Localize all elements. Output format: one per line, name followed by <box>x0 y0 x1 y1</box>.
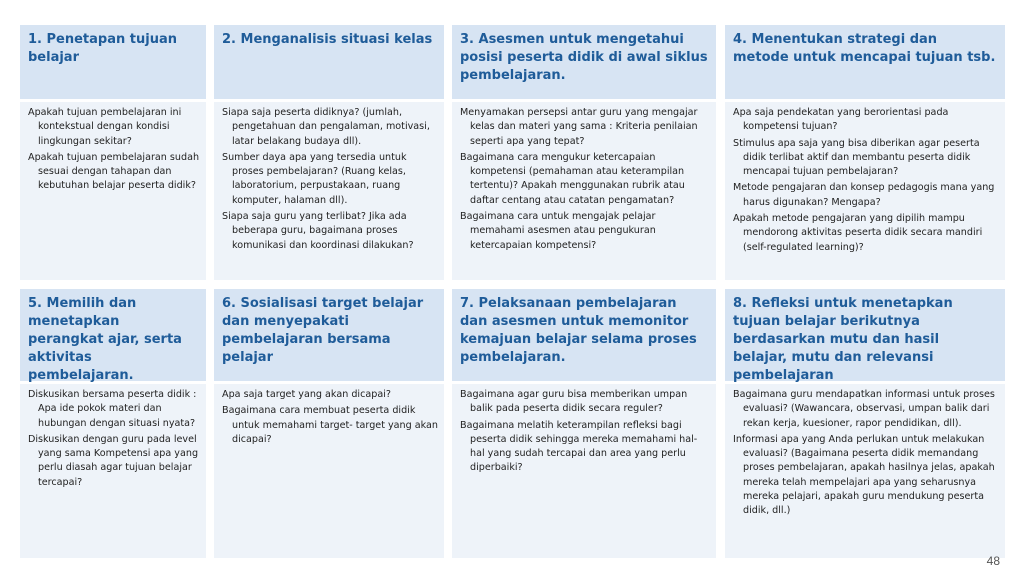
step-card-7-question: Bagaimana melatih keterampilan refleksi bagi peserta didik sehingga mereka memahami hal-hal yang sudah tercapai dan area yang perlu diperbaiki? <box>460 419 698 474</box>
step-card-4-question: Metode pengajaran dan konsep pedagogis mana yang harus digunakan? Mengapa? <box>733 182 995 208</box>
step-card-6-question: Bagaimana cara membuat peserta didik untuk memahami target- target yang akan dicapai? <box>222 405 439 445</box>
step-card-2-body <box>214 102 444 280</box>
step-card-4-body <box>725 102 1005 280</box>
step-card-6-header <box>214 289 444 381</box>
step-card-3-question: Bagaimana cara mengukur ketercapaian kompetensi (pemahaman atau keterampilan tertentu)? Apakah menggunakan rubrik atau daftar centang atau catatan pengamatan? <box>460 151 685 206</box>
step-card-3-body <box>452 102 716 280</box>
step-card-1-header <box>20 25 206 99</box>
step-card-1-body <box>20 102 206 280</box>
step-card-8-question: Bagaimana guru mendapatkan informasi untuk proses evaluasi? (Wawancara, observasi, umpan balik dari rekan kerja, kuesioner, rapor pendidikan, dll). <box>733 389 995 429</box>
step-card-4-question: Stimulus apa saja yang bisa diberikan agar peserta didik terlibat aktif dan membantu peserta didik mencapai tujuan pembelajaran? <box>733 137 980 178</box>
step-card-5-header <box>20 289 206 381</box>
step-card-6-title: 6. Sosialisasi target belajar dan menyepakati pembelajaran bersama pelajar <box>222 296 424 365</box>
step-card-5-body <box>20 384 206 558</box>
step-card-1-question: Apakah tujuan pembelajaran ini kontekstual dengan kondisi lingkungan sekitar? <box>28 107 182 147</box>
step-card-5-question: Diskusikan dengan guru pada level yang sama Kompetensi apa yang perlu diasah agar tujuan belajar tercapai? <box>28 433 199 488</box>
step-card-3-header <box>452 25 716 99</box>
step-card-7-title: 7. Pelaksanaan pembelajaran dan asesmen untuk memonitor kemajuan belajar selama proses pembelajaran. <box>460 296 697 365</box>
step-card-7-question: Bagaimana agar guru bisa memberikan umpan balik pada peserta didik secara reguler? <box>460 389 688 415</box>
step-card-5-question: Diskusikan bersama peserta didik : Apa ide pokok materi dan hubungan dengan situasi nyata? <box>28 389 197 429</box>
step-card-3-question: Menyamakan persepsi antar guru yang mengajar kelas dan materi yang sama : Kriteria penilaian seperti apa yang tepat? <box>460 107 698 147</box>
step-card-2-question: Sumber daya apa yang tersedia untuk proses pembelajaran? (Ruang kelas, laboratorium, perpustakaan, ruang komputer, halaman dll). <box>222 151 407 206</box>
step-card-4-question: Apakah metode pengajaran yang dipilih mampu mendorong aktivitas peserta didik secara mandiri (self-regulated learning)? <box>733 213 983 253</box>
step-card-6-question: Apa saja target yang akan dicapai? <box>222 389 391 400</box>
step-card-2-question: Siapa saja guru yang terlibat? Jika ada beberapa guru, bagaimana proses komunikasi dan koordinasi dilakukan? <box>222 211 414 251</box>
step-card-4-title: 4. Menentukan strategi dan metode untuk mencapai tujuan tsb. <box>733 32 996 65</box>
step-card-1-title: 1. Penetapan tujuan belajar <box>28 32 177 65</box>
step-card-6-body <box>214 384 444 558</box>
step-card-2-title: 2. Menganalisis situasi kelas <box>222 32 433 47</box>
step-card-7-body <box>452 384 716 558</box>
step-card-8-question: Informasi apa yang Anda perlukan untuk melakukan evaluasi? (Bagaimana peserta didik memandang proses pembelajaran, apakah hasilnya jelas, apakah mereka telah mempelajari apa yang seharusnya mereka pelajari, apakah guru mendukung peserta didik, dll.) <box>733 433 995 517</box>
step-card-1-question: Apakah tujuan pembelajaran sudah sesuai dengan tahapan dan kebutuhan belajar peserta didik? <box>28 151 200 192</box>
step-card-5-title: 5. Memilih dan menetapkan perangkat ajar, serta aktivitas pembelajaran. <box>28 296 182 383</box>
page-number: 48 <box>986 554 1000 568</box>
step-card-2-header <box>214 25 444 99</box>
step-card-3-title: 3. Asesmen untuk mengetahui posisi peserta didik di awal siklus pembelajaran. <box>460 32 708 83</box>
step-card-8-header <box>725 289 1005 381</box>
step-card-8-body <box>725 384 1005 558</box>
step-card-7-header <box>452 289 716 381</box>
step-card-3-question: Bagaimana cara untuk mengajak pelajar memahami asesmen atau pengukuran ketercapaian kompetensi? <box>460 211 656 251</box>
step-card-4-header <box>725 25 1005 99</box>
step-card-4-question: Apa saja pendekatan yang berorientasi pada kompetensi tujuan? <box>733 107 949 133</box>
step-card-2-question: Siapa saja peserta didiknya? (jumlah, pengetahuan dan pengalaman, motivasi, latar belakang budaya dll). <box>222 107 430 147</box>
step-card-8-title: 8. Refleksi untuk menetapkan tujuan belajar berikutnya berdasarkan mutu dan hasil belajar, mutu dan relevansi pembelajaran <box>733 296 953 383</box>
